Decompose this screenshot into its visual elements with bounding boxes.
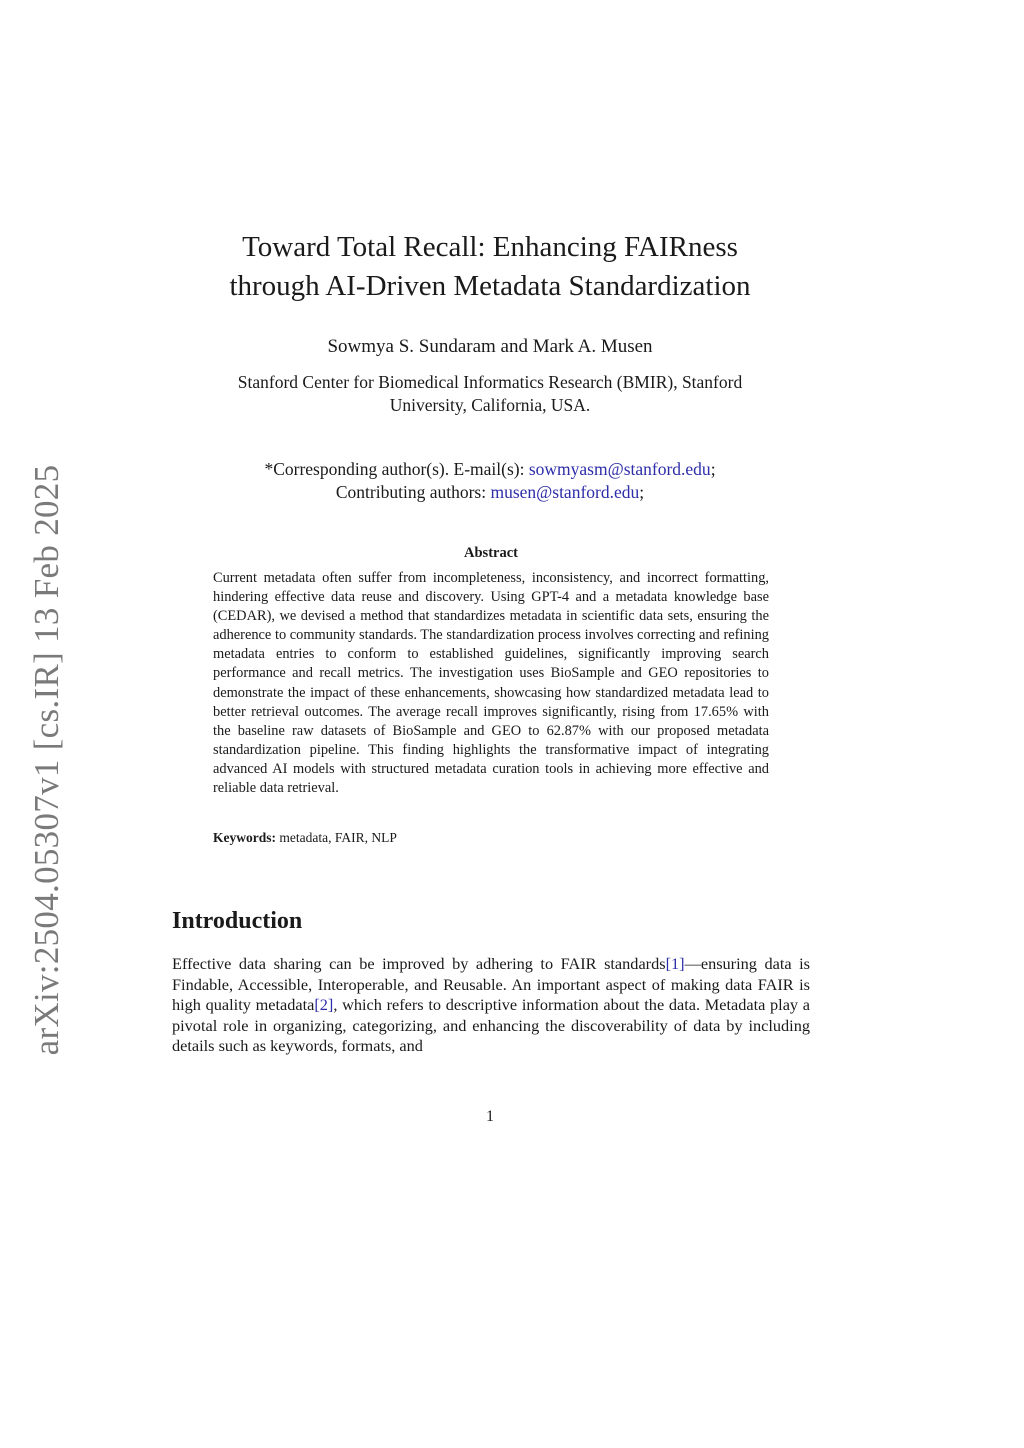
introduction-heading: Introduction bbox=[172, 908, 303, 934]
affiliation-line-2: University, California, USA. bbox=[389, 395, 591, 415]
title-line-1: Toward Total Recall: Enhancing FAIRness bbox=[242, 231, 738, 263]
citation-link-2[interactable]: [2] bbox=[314, 995, 334, 1015]
corresponding-email-link[interactable]: sowmyasm@stanford.edu bbox=[528, 459, 711, 479]
keywords-values: metadata, FAIR, NLP bbox=[276, 830, 397, 845]
affiliation bbox=[190, 371, 790, 417]
abstract-text: Current metadata often suffer from incompleteness, inconsistency, and incorrect formatting, hindering effective data reuse and discovery. Using GPT-4 and a metadata knowledge base (CEDAR), we devised a method that standardizes metadata in scientific data sets, ensuring the adherence to community standards. The standardization process involves correcting and refining metadata entries to conform to established guidelines, significantly improving search performance and recall metrics. The investigation uses BioSample and GEO repositories to demonstrate the impact of these enhancements, showcasing how standardized metadata lead to better retrieval outcomes. The average recall improves significantly, rising from 17.65% with the baseline raw datasets of BioSample and GEO to 62.87% with our proposed metadata standardization pipeline. This finding highlights the transformative impact of integrating advanced AI models with structured metadata curation tools in achieving more effective and reliable data retrieval. bbox=[213, 570, 769, 797]
contact-info bbox=[140, 458, 840, 504]
introduction-paragraph bbox=[172, 954, 810, 1057]
keywords-label: Keywords: bbox=[213, 830, 276, 845]
intro-text-part-1: Effective data sharing can be improved by adhering to FAIR standards bbox=[172, 954, 666, 973]
authors: Sowmya S. Sundaram and Mark A. Musen bbox=[327, 336, 653, 357]
corresponding-label: *Corresponding author(s). E-mail(s): bbox=[264, 459, 529, 479]
page-number: 1 bbox=[486, 1108, 494, 1125]
abstract-heading: Abstract bbox=[464, 545, 518, 561]
corresponding-suffix: ; bbox=[710, 459, 716, 479]
affiliation-line-1: Stanford Center for Biomedical Informatics Research (BMIR), Stanford bbox=[237, 372, 743, 392]
intro-text-part-3: , which refers to descriptive information about the data. Metadata play a pivotal role in organizing, categorizing, and enhancing the discoverability of data by including details such as keywords, formats, and bbox=[172, 995, 810, 1056]
contributing-suffix: ; bbox=[639, 482, 645, 502]
intro-text-part-2: —ensuring data is Findable, Accessible, Interoperable, and Reusable. An important aspect of making data FAIR is high quality metadata bbox=[172, 954, 810, 1015]
contributing-label: Contributing authors: bbox=[335, 482, 491, 502]
contributing-email-link[interactable]: musen@stanford.edu bbox=[490, 482, 640, 502]
title-line-2: through AI-Driven Metadata Standardization bbox=[229, 270, 751, 302]
paper-title bbox=[140, 228, 840, 306]
keywords bbox=[213, 830, 769, 846]
citation-link-1[interactable]: [1] bbox=[665, 954, 685, 973]
arxiv-identifier: arXiv:2504.05307v1 [cs.IR] 13 Feb 2025 bbox=[27, 464, 66, 1056]
